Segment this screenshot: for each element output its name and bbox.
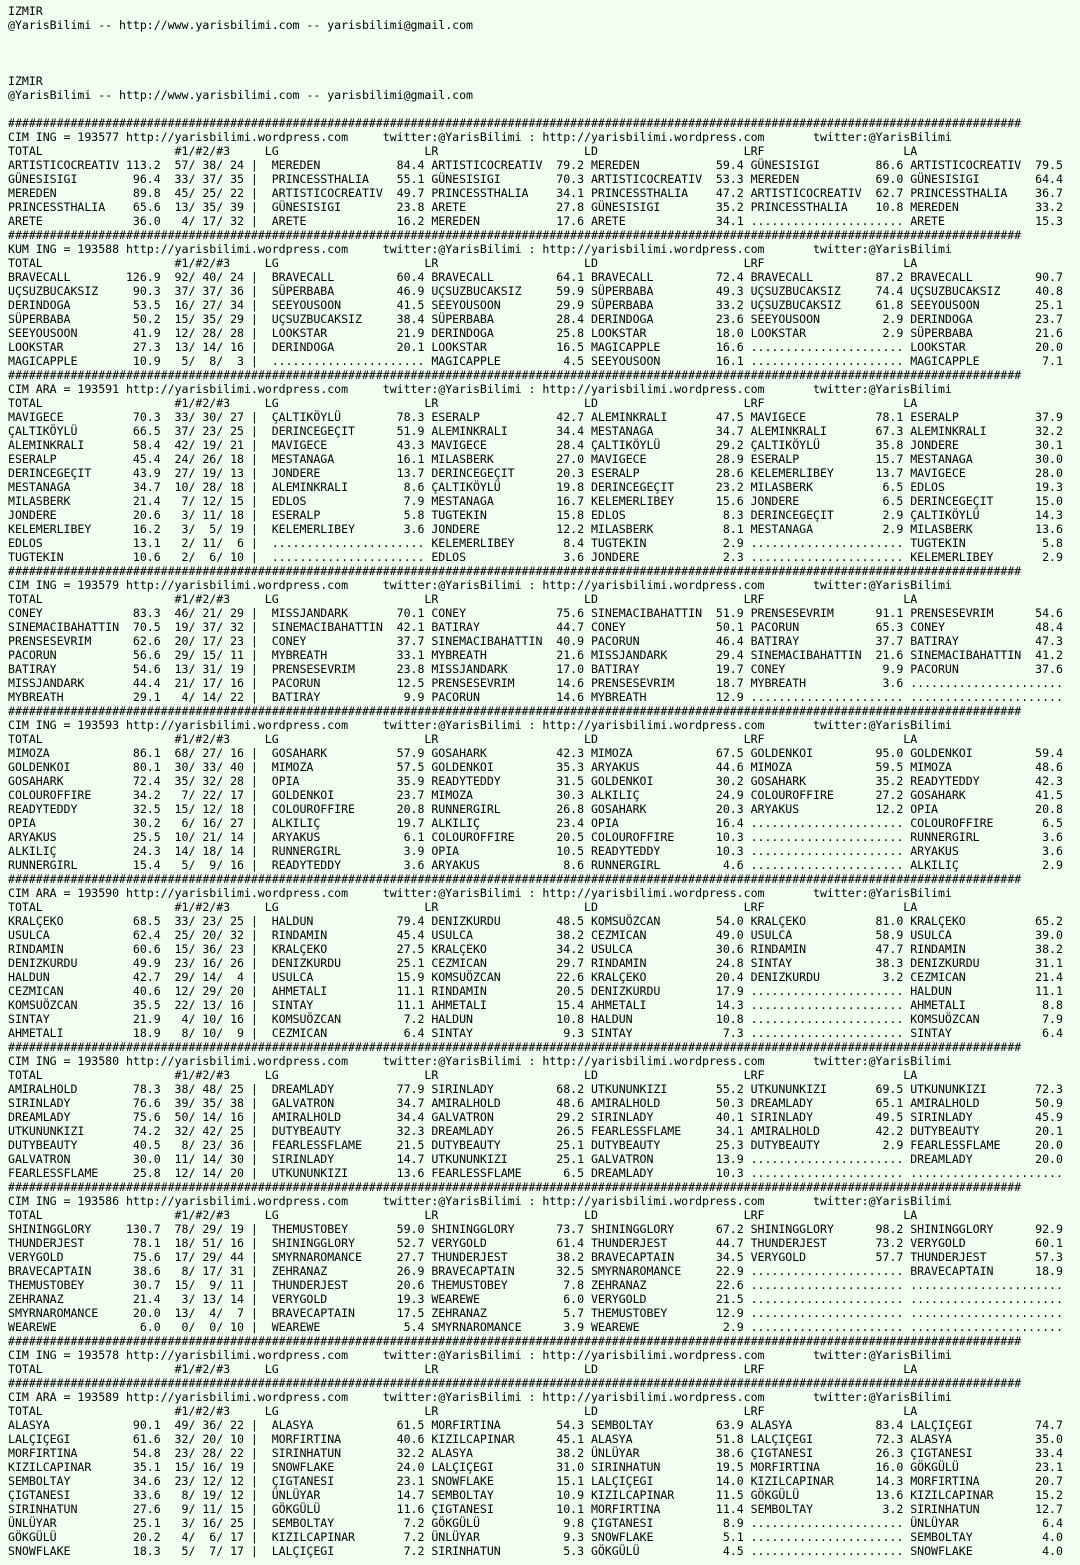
table-row: JONDERE 20.6 3/ 11/ 18 | ESERALP 5.8 TUGTEKIN 15.8 EDLOS 8.3 DERINCEGEÇIT 2.9 ÇALTIKÖYLÜ 14.3 [8, 508, 1063, 522]
table-row: GOLDENKOI 80.1 30/ 33/ 40 | MIMOZA 57.5 GOLDENKOI 35.3 ARYAKUS 44.6 MIMOZA 59.5 MIMOZA 48.6 [8, 760, 1063, 774]
table-row: GÖKGÜLÜ 20.2 4/ 6/ 17 | KIZILCAPINAR 7.2 ÜNLÜYAR 9.3 SNOWFLAKE 5.1 ...................... SEMBOLTAY 4.0 [8, 1530, 1063, 1544]
city-heading: IZMIR [8, 4, 43, 18]
table-row: GÜNESISIGI 96.4 33/ 37/ 35 | PRINCESSTHALIA 55.1 GÜNESISIGI 70.3 ARTISTICOCREATIV 53.3 MEREDEN 69.0 GÜNESISIGI 64.4 [8, 172, 1063, 186]
table-row: AHMETALI 18.9 8/ 10/ 9 | CEZMICAN 6.4 SINTAY 9.3 SINTAY 7.3 ...................... SINTAY 6.4 [8, 1026, 1063, 1040]
table-row: DENIZKURDU 49.9 23/ 16/ 26 | DENIZKURDU 25.1 CEZMICAN 29.7 RINDAMIN 24.8 SINTAY 38.3 DENIZKURDU 31.1 [8, 956, 1063, 970]
table-row: KIZILCAPINAR 35.1 15/ 16/ 19 | SNOWFLAKE 24.0 LALÇIÇEGI 31.0 SIRINHATUN 19.5 MORFIRTINA 16.0 GÖKGÜLÜ 23.1 [8, 1460, 1063, 1474]
hash-separator: ################################################################################################################################################## [8, 1040, 1022, 1054]
table-row: KELEMERLIBEY 16.2 3/ 5/ 19 | KELEMERLIBEY 3.6 JONDERE 12.2 MILASBERK 8.1 MESTANAGA 2.9 MILASBERK 13.6 [8, 522, 1063, 536]
table-row: AMIRALHOLD 78.3 38/ 48/ 25 | DREAMLADY 77.9 SIRINLADY 68.2 UTKUNUNKIZI 55.2 UTKUNUNKIZI 69.5 UTKUNUNKIZI 72.3 [8, 1082, 1063, 1096]
table-row: MISSJANDARK 44.4 21/ 17/ 16 | PACORUN 12.5 PRENSESEVRIM 14.6 PRENSESEVRIM 18.7 MYBREATH 3.6 ...................... [8, 676, 1063, 690]
table-row: BRAVECALL 126.9 92/ 40/ 24 | BRAVECALL 60.4 BRAVECALL 64.1 BRAVECALL 72.4 BRAVECALL 87.2 BRAVECALL 90.7 [8, 270, 1063, 284]
table-row: DERINCEGEÇIT 43.9 27/ 19/ 13 | JONDERE 13.7 DERINCEGEÇIT 20.3 ESERALP 28.6 KELEMERLIBEY 13.7 MAVIGECE 28.0 [8, 466, 1063, 480]
table-row: SMYRNAROMANCE 20.0 13/ 4/ 7 | BRAVECAPTAIN 17.5 ZEHRANAZ 5.7 THEMUSTOBEY 12.9 ...................... ...................... [8, 1306, 1063, 1320]
hash-separator: ################################################################################################################################################## [8, 228, 1022, 242]
table-row: LALÇIÇEGI 61.6 32/ 20/ 10 | MORFIRTINA 40.6 KIZILCAPINAR 45.1 ALASYA 51.8 LALÇIÇEGI 72.3 ALASYA 35.0 [8, 1432, 1063, 1446]
table-row: PRINCESSTHALIA 65.6 13/ 35/ 39 | GÜNESISIGI 23.8 ARETE 27.8 GÜNESISIGI 35.2 PRINCESSTHALIA 10.8 MEREDEN 33.2 [8, 200, 1063, 214]
hash-separator: ################################################################################################################################################## [8, 1334, 1022, 1348]
table-row: UÇSUZBUCAKSIZ 90.3 37/ 37/ 36 | SÜPERBABA 46.9 UÇSUZBUCAKSIZ 59.9 SÜPERBABA 49.3 UÇSUZBUCAKSIZ 74.4 UÇSUZBUCAKSIZ 40.8 [8, 284, 1063, 298]
table-row: RUNNERGIRL 15.4 5/ 9/ 16 | READYTEDDY 3.6 ARYAKUS 8.6 RUNNERGIRL 4.6 ...................... ALKILIÇ 2.9 [8, 858, 1063, 872]
table-row: SEEYOUSOON 41.9 12/ 28/ 28 | LOOKSTAR 21.9 DERINDOGA 25.8 LOOKSTAR 18.0 LOOKSTAR 2.9 SÜPERBABA 21.6 [8, 326, 1063, 340]
city-heading-repeat: IZMIR [8, 74, 43, 88]
table-row: MESTANAGA 34.7 10/ 28/ 18 | ALEMINKRALI 8.6 ÇALTIKÖYLÜ 19.8 DERINCEGEÇIT 23.2 MILASBERK 6.5 EDLOS 19.3 [8, 480, 1063, 494]
table-row: THUNDERJEST 78.1 18/ 51/ 16 | SHININGGLORY 52.7 VERYGOLD 61.4 THUNDERJEST 44.7 THUNDERJEST 73.2 VERYGOLD 60.1 [8, 1236, 1063, 1250]
race-header: CIM ARA = 193591 http://yarisbilimi.wordpress.com twitter:@YarisBilimi : http://yarisbilimi.wordpress.com twitter:@YarisBilimi [8, 382, 952, 396]
column-headers: TOTAL #1/#2/#3 LG LR LD LRF LA [8, 1068, 918, 1082]
table-row: EDLOS 13.1 2/ 11/ 6 | ...................... KELEMERLIBEY 8.4 TUGTEKIN 2.9 ...................... TUGTEKIN 5.8 [8, 536, 1063, 550]
table-row: ÇIGTANESI 33.6 8/ 19/ 12 | ÜNLÜYAR 14.7 SEMBOLTAY 10.9 KIZILCAPINAR 11.5 GÖKGÜLÜ 13.6 KIZILCAPINAR 15.2 [8, 1488, 1063, 1502]
hash-separator: ################################################################################################################################################## [8, 1376, 1022, 1390]
race-header: KUM ING = 193588 http://yarisbilimi.wordpress.com twitter:@YarisBilimi : http://yarisbilimi.wordpress.com twitter:@YarisBilimi [8, 242, 952, 256]
column-headers: TOTAL #1/#2/#3 LG LR LD LRF LA [8, 256, 918, 270]
table-row: MILASBERK 21.4 7/ 12/ 15 | EDLOS 7.9 MESTANAGA 16.7 KELEMERLIBEY 15.6 JONDERE 6.5 DERINCEGEÇIT 15.0 [8, 494, 1063, 508]
table-row: SNOWFLAKE 18.3 5/ 7/ 17 | LALÇIÇEGI 7.2 SIRINHATUN 5.3 GÖKGÜLÜ 4.5 ...................... SNOWFLAKE 4.0 [8, 1544, 1063, 1558]
table-row: ALASYA 90.1 49/ 36/ 22 | ALASYA 61.5 MORFIRTINA 54.3 SEMBOLTAY 63.9 ALASYA 83.4 LALÇIÇEGI 74.7 [8, 1418, 1063, 1432]
table-row: WEAREWE 6.0 0/ 0/ 10 | WEAREWE 5.4 SMYRNAROMANCE 3.9 WEAREWE 2.9 ...................... ...................... [8, 1320, 1063, 1334]
table-row: VERYGOLD 75.6 17/ 29/ 44 | SMYRNAROMANCE 27.7 THUNDERJEST 38.2 BRAVECAPTAIN 34.5 VERYGOLD 57.7 THUNDERJEST 57.3 [8, 1250, 1063, 1264]
table-row: FEARLESSFLAME 25.8 12/ 14/ 20 | UTKUNUNKIZI 13.6 FEARLESSFLAME 6.5 DREAMLADY 10.3 ...................... ...................... [8, 1166, 1063, 1180]
contact-line-repeat: @YarisBilimi -- http://www.yarisbilimi.com -- yarisbilimi@gmail.com [8, 88, 473, 102]
table-row: SIRINLADY 76.6 39/ 35/ 38 | GALVATRON 34.7 AMIRALHOLD 48.6 AMIRALHOLD 50.3 DREAMLADY 65.1 AMIRALHOLD 50.9 [8, 1096, 1063, 1110]
table-row: LOOKSTAR 27.3 13/ 14/ 16 | DERINDOGA 20.1 LOOKSTAR 16.5 MAGICAPPLE 16.6 ...................... LOOKSTAR 20.0 [8, 340, 1063, 354]
hash-separator: ################################################################################################################################################## [8, 116, 1022, 130]
table-row: SINEMACIBAHATTIN 70.5 19/ 37/ 32 | SINEMACIBAHATTIN 42.1 BATIRAY 44.7 CONEY 50.1 PACORUN 65.3 CONEY 48.4 [8, 620, 1063, 634]
race-header: CIM ING = 193593 http://yarisbilimi.wordpress.com twitter:@YarisBilimi : http://yarisbilimi.wordpress.com twitter:@YarisBilimi [8, 718, 952, 732]
table-row: MAVIGECE 70.3 33/ 30/ 27 | ÇALTIKÖYLÜ 78.3 ESERALP 42.7 ALEMINKRALI 47.5 MAVIGECE 78.1 ESERALP 37.9 [8, 410, 1063, 424]
race-header: CIM ING = 193578 http://yarisbilimi.wordpress.com twitter:@YarisBilimi : http://yarisbilimi.wordpress.com twitter:@YarisBilimi [8, 1348, 952, 1362]
contact-line: @YarisBilimi -- http://www.yarisbilimi.com -- yarisbilimi@gmail.com [8, 18, 473, 32]
table-row: CONEY 83.3 46/ 21/ 29 | MISSJANDARK 70.1 CONEY 75.6 SINEMACIBAHATTIN 51.9 PRENSESEVRIM 91.1 PRENSESEVRIM 54.6 [8, 606, 1063, 620]
table-row: OPIA 30.2 6/ 16/ 27 | ALKILIÇ 19.7 ALKILIÇ 23.4 OPIA 16.4 ...................... COLOUROFFIRE 6.5 [8, 816, 1063, 830]
table-row: SHININGGLORY 130.7 78/ 29/ 19 | THEMUSTOBEY 59.0 SHININGGLORY 73.7 SHININGGLORY 67.2 SHININGGLORY 98.2 SHININGGLORY 92.9 [8, 1222, 1063, 1236]
table-row: DUTYBEAUTY 40.5 8/ 23/ 36 | FEARLESSFLAME 21.5 DUTYBEAUTY 25.1 DUTYBEAUTY 25.3 DUTYBEAUTY 2.9 FEARLESSFLAME 20.0 [8, 1138, 1063, 1152]
hash-separator: ################################################################################################################################################## [8, 1180, 1022, 1194]
table-row: CEZMICAN 40.6 12/ 29/ 20 | AHMETALI 11.1 RINDAMIN 20.5 DENIZKURDU 17.9 ...................... HALDUN 11.1 [8, 984, 1063, 998]
table-row: SEMBOLTAY 34.6 23/ 12/ 12 | ÇIGTANESI 23.1 SNOWFLAKE 15.1 LALÇIÇEGI 14.0 KIZILCAPINAR 14.3 MORFIRTINA 20.7 [8, 1474, 1063, 1488]
table-row: READYTEDDY 32.5 15/ 12/ 18 | COLOUROFFIRE 20.8 RUNNERGIRL 26.8 GOSAHARK 20.3 ARYAKUS 12.2 OPIA 20.8 [8, 802, 1063, 816]
table-row: PRENSESEVRIM 62.6 20/ 17/ 23 | CONEY 37.7 SINEMACIBAHATTIN 40.9 PACORUN 46.4 BATIRAY 37.7 BATIRAY 47.3 [8, 634, 1063, 648]
table-row: DREAMLADY 75.6 50/ 14/ 16 | AMIRALHOLD 34.4 GALVATRON 29.2 SIRINLADY 40.1 SIRINLADY 49.5 SIRINLADY 45.9 [8, 1110, 1063, 1124]
table-row: ESERALP 45.4 24/ 26/ 18 | MESTANAGA 16.1 MILASBERK 27.0 MAVIGECE 28.9 ESERALP 15.7 MESTANAGA 30.0 [8, 452, 1063, 466]
table-row: ARETE 36.0 4/ 17/ 32 | ARETE 16.2 MEREDEN 17.6 ARETE 34.1 ...................... ARETE 15.3 [8, 214, 1063, 228]
race-header: CIM ARA = 193590 http://yarisbilimi.wordpress.com twitter:@YarisBilimi : http://yarisbilimi.wordpress.com twitter:@YarisBilimi [8, 886, 952, 900]
table-row: UTKUNUNKIZI 74.2 32/ 42/ 25 | DUTYBEAUTY 32.3 DREAMLADY 26.5 FEARLESSFLAME 34.1 AMIRALHOLD 42.2 DUTYBEAUTY 20.1 [8, 1124, 1063, 1138]
column-headers: TOTAL #1/#2/#3 LG LR LD LRF LA [8, 1362, 918, 1376]
table-row: ALEMINKRALI 58.4 42/ 19/ 21 | MAVIGECE 43.3 MAVIGECE 28.4 ÇALTIKÖYLÜ 29.2 ÇALTIKÖYLÜ 35.8 JONDERE 30.1 [8, 438, 1063, 452]
race-header: CIM ARA = 193589 http://yarisbilimi.wordpress.com twitter:@YarisBilimi : http://yarisbilimi.wordpress.com twitter:@YarisBilimi [8, 1390, 952, 1404]
race-tables [8, 130, 1063, 1558]
blank-line [8, 46, 1063, 60]
blank-line [8, 32, 1063, 46]
hash-separator: ################################################################################################################################################## [8, 564, 1022, 578]
table-row: MEREDEN 89.8 45/ 25/ 22 | ARTISTICOCREATIV 49.7 PRINCESSTHALIA 34.1 PRINCESSTHALIA 47.2 ARTISTICOCREATIV 62.7 PRINCESSTHALIA 36.7 [8, 186, 1063, 200]
column-headers: TOTAL #1/#2/#3 LG LR LD LRF LA [8, 1208, 918, 1222]
table-row: ARYAKUS 25.5 10/ 21/ 14 | ARYAKUS 6.1 COLOUROFFIRE 20.5 COLOUROFFIRE 10.3 ...................... RUNNERGIRL 3.6 [8, 830, 1063, 844]
column-headers: TOTAL #1/#2/#3 LG LR LD LRF LA [8, 1404, 918, 1418]
table-row: BRAVECAPTAIN 38.6 8/ 17/ 31 | ZEHRANAZ 26.9 BRAVECAPTAIN 32.5 SMYRNAROMANCE 22.9 ...................... BRAVECAPTAIN 18.9 [8, 1264, 1063, 1278]
hash-separator: ################################################################################################################################################## [8, 368, 1022, 382]
race-header: CIM ING = 193579 http://yarisbilimi.wordpress.com twitter:@YarisBilimi : http://yarisbilimi.wordpress.com twitter:@YarisBilimi [8, 578, 952, 592]
table-row: SINTAY 21.9 4/ 10/ 16 | KOMSUÖZCAN 7.2 HALDUN 10.8 HALDUN 10.8 ...................... KOMSUÖZCAN 7.9 [8, 1012, 1063, 1026]
race-header: CIM ING = 193577 http://yarisbilimi.wordpress.com twitter:@YarisBilimi : http://yarisbilimi.wordpress.com twitter:@YarisBilimi [8, 130, 952, 144]
table-row: ARTISTICOCREATIV 113.2 57/ 38/ 24 | MEREDEN 84.4 ARTISTICOCREATIV 79.2 MEREDEN 59.4 GÜNESISIGI 86.6 ARTISTICOCREATIV 79.5 [8, 158, 1063, 172]
table-row: HALDUN 42.7 29/ 14/ 4 | USULCA 15.9 KOMSUÖZCAN 22.6 KRALÇEKO 20.4 DENIZKURDU 3.2 CEZMICAN 21.4 [8, 970, 1063, 984]
table-row: GOSAHARK 72.4 35/ 32/ 28 | OPIA 35.9 READYTEDDY 31.5 GOLDENKOI 30.2 GOSAHARK 35.2 READYTEDDY 42.3 [8, 774, 1063, 788]
table-row: KRALÇEKO 68.5 33/ 23/ 25 | HALDUN 79.4 DENIZKURDU 48.5 KOMSUÖZCAN 54.0 KRALÇEKO 81.0 KRALÇEKO 65.2 [8, 914, 1063, 928]
table-row: SIRINHATUN 27.6 9/ 11/ 15 | GÖKGÜLÜ 11.6 ÇIGTANESI 10.1 MORFIRTINA 11.4 SEMBOLTAY 3.2 SIRINHATUN 12.7 [8, 1502, 1063, 1516]
table-row: GALVATRON 30.0 11/ 14/ 30 | SIRINLADY 14.7 UTKUNUNKIZI 25.1 GALVATRON 13.9 ...................... DREAMLADY 20.0 [8, 1152, 1063, 1166]
table-row: MAGICAPPLE 10.9 5/ 8/ 3 | ...................... MAGICAPPLE 4.5 SEEYOUSOON 16.1 ...................... MAGICAPPLE 7.1 [8, 354, 1063, 368]
column-headers: TOTAL #1/#2/#3 LG LR LD LRF LA [8, 396, 918, 410]
blank-line [8, 60, 1063, 74]
table-row: BATIRAY 54.6 13/ 31/ 19 | PRENSESEVRIM 23.8 MISSJANDARK 17.0 BATIRAY 19.7 CONEY 9.9 PACORUN 37.6 [8, 662, 1063, 676]
table-row: ZEHRANAZ 21.4 3/ 13/ 14 | VERYGOLD 19.3 WEAREWE 6.0 VERYGOLD 21.5 ...................... ...................... [8, 1292, 1063, 1306]
table-row: ÜNLÜYAR 25.1 3/ 16/ 25 | SEMBOLTAY 7.2 GÖKGÜLÜ 9.8 ÇIGTANESI 8.9 ...................... ÜNLÜYAR 6.4 [8, 1516, 1063, 1530]
table-row: TUGTEKIN 10.6 2/ 6/ 10 | ...................... EDLOS 3.6 JONDERE 2.3 ...................... KELEMERLIBEY 2.9 [8, 550, 1063, 564]
table-row: MORFIRTINA 54.8 23/ 28/ 22 | SIRINHATUN 32.2 ALASYA 38.2 ÜNLÜYAR 38.6 ÇIGTANESI 26.3 ÇIGTANESI 33.4 [8, 1446, 1063, 1460]
column-headers: TOTAL #1/#2/#3 LG LR LD LRF LA [8, 144, 918, 158]
column-headers: TOTAL #1/#2/#3 LG LR LD LRF LA [8, 900, 918, 914]
race-header: CIM ING = 193580 http://yarisbilimi.wordpress.com twitter:@YarisBilimi : http://yarisbilimi.wordpress.com twitter:@YarisBilimi [8, 1054, 952, 1068]
race-header: CIM ING = 193586 http://yarisbilimi.wordpress.com twitter:@YarisBilimi : http://yarisbilimi.wordpress.com twitter:@YarisBilimi [8, 1194, 952, 1208]
table-row: KOMSUÖZCAN 35.5 22/ 13/ 16 | SINTAY 11.1 AHMETALI 15.4 AHMETALI 14.3 ...................... AHMETALI 8.8 [8, 998, 1063, 1012]
hash-separator: ################################################################################################################################################## [8, 872, 1022, 886]
table-row: RINDAMIN 60.6 15/ 36/ 23 | KRALÇEKO 27.5 KRALÇEKO 34.2 USULCA 30.6 RINDAMIN 47.7 RINDAMIN 38.2 [8, 942, 1063, 956]
blank-line [8, 102, 1063, 116]
table-row: MYBREATH 29.1 4/ 14/ 22 | BATIRAY 9.9 PACORUN 14.6 MYBREATH 12.9 ...................... ...................... [8, 690, 1063, 704]
race-report-document [8, 4, 1063, 1558]
table-row: MIMOZA 86.1 68/ 27/ 16 | GOSAHARK 57.9 GOSAHARK 42.3 MIMOZA 67.5 GOLDENKOI 95.0 GOLDENKOI 59.4 [8, 746, 1063, 760]
column-headers: TOTAL #1/#2/#3 LG LR LD LRF LA [8, 732, 918, 746]
hash-separator: ################################################################################################################################################## [8, 704, 1022, 718]
column-headers: TOTAL #1/#2/#3 LG LR LD LRF LA [8, 592, 918, 606]
table-row: SÜPERBABA 50.2 15/ 35/ 29 | UÇSUZBUCAKSIZ 38.4 SÜPERBABA 28.4 DERINDOGA 23.6 SEEYOUSOON 2.9 DERINDOGA 23.7 [8, 312, 1063, 326]
table-row: ÇALTIKÖYLÜ 66.5 37/ 23/ 25 | DERINCEGEÇIT 51.9 ALEMINKRALI 34.4 MESTANAGA 34.7 ALEMINKRALI 67.3 ALEMINKRALI 32.2 [8, 424, 1063, 438]
table-row: ALKILIÇ 24.3 14/ 18/ 14 | RUNNERGIRL 3.9 OPIA 10.5 READYTEDDY 10.3 ...................... ARYAKUS 3.6 [8, 844, 1063, 858]
table-row: THEMUSTOBEY 30.7 15/ 9/ 11 | THUNDERJEST 20.6 THEMUSTOBEY 7.8 ZEHRANAZ 22.6 ...................... ...................... [8, 1278, 1063, 1292]
table-row: PACORUN 56.6 29/ 15/ 11 | MYBREATH 33.1 MYBREATH 21.6 MISSJANDARK 29.4 SINEMACIBAHATTIN 21.6 SINEMACIBAHATTIN 41.2 [8, 648, 1063, 662]
table-row: DERINDOGA 53.5 16/ 27/ 34 | SEEYOUSOON 41.5 SEEYOUSOON 29.9 SÜPERBABA 33.2 UÇSUZBUCAKSIZ 61.8 SEEYOUSOON 25.1 [8, 298, 1063, 312]
table-row: USULCA 62.4 25/ 20/ 32 | RINDAMIN 45.4 USULCA 38.2 CEZMICAN 49.0 USULCA 58.9 USULCA 39.0 [8, 928, 1063, 942]
table-row: COLOUROFFIRE 34.2 7/ 22/ 17 | GOLDENKOI 23.7 MIMOZA 30.3 ALKILIÇ 24.9 COLOUROFFIRE 27.2 GOSAHARK 41.5 [8, 788, 1063, 802]
